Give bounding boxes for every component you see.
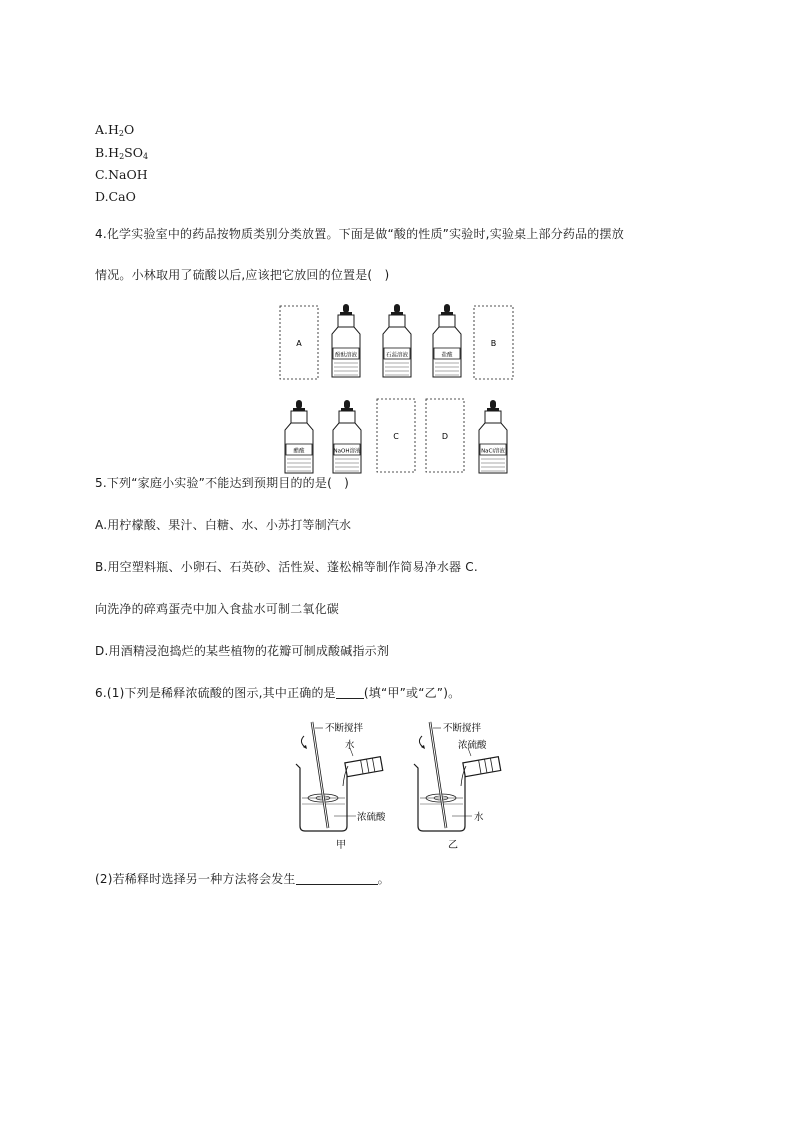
option-d: D.CaO — [95, 189, 136, 204]
option-a-prefix: A.H — [95, 122, 119, 137]
q6-part1-blank — [336, 686, 364, 699]
option-a — [95, 122, 134, 138]
q5-option-b: B.用空塑料瓶、小卵石、石英砂、活性炭、蓬松棉等制作简易净水器 C. — [95, 560, 478, 574]
q5-option-a: A.用柠檬酸、果汁、白糖、水、小苏打等制汽水 — [95, 518, 352, 532]
q6-part2-text-after: 。 — [377, 872, 390, 886]
figure-caption: 甲 — [336, 840, 346, 851]
top-label: 浓硫酸 — [458, 740, 487, 751]
bottle-label: 酚酞溶液 — [334, 352, 358, 359]
bottle-label: 醋酸 — [293, 448, 305, 455]
option-a-suffix: O — [124, 122, 135, 137]
q5-stem: 5.下列“家庭小实验”不能达到预期目的的是( ) — [95, 476, 350, 490]
position-label-d: D — [441, 432, 449, 441]
bottle-hydrochloric-acid — [433, 304, 461, 377]
bottle-label: 盐酸 — [441, 352, 453, 359]
bottle-acetic-acid — [285, 400, 313, 473]
q5-option-c: 向洗净的碎鸡蛋壳中加入食盐水可制二氧化碳 — [95, 602, 340, 616]
q6-part2-text: (2)若稀释时选择另一种方法将会发生 — [95, 872, 296, 886]
bottle-label: 石蕊溶液 — [385, 352, 409, 359]
figure-caption: 乙 — [448, 840, 458, 851]
option-b — [95, 145, 148, 161]
bottle-nacl — [479, 400, 507, 473]
option-b-sub1: 2 — [119, 152, 125, 161]
bottom-label: 浓硫酸 — [357, 812, 386, 823]
bottle-label: NaCl溶液 — [481, 448, 505, 455]
q6-figure — [290, 716, 520, 852]
figure-yi — [414, 722, 501, 851]
option-b-mid: SO — [124, 145, 143, 160]
position-label-a: A — [296, 339, 302, 348]
q5-option-d: D.用酒精浸泡捣烂的某些植物的花瓣可制成酸碱指示剂 — [95, 644, 390, 658]
bottom-label: 水 — [474, 812, 484, 823]
stir-label: 不断搅拌 — [325, 723, 364, 734]
q6-part1 — [95, 685, 460, 701]
q4-stem-line1: 4.化学实验室中的药品按物质类别分类放置。下面是做“酸的性质”实验时,实验桌上部分药品的摆放 — [95, 227, 624, 241]
position-label-b: B — [490, 339, 497, 348]
bottle-label: NaOH溶液 — [333, 448, 361, 455]
option-b-sub2: 4 — [142, 152, 149, 161]
stir-label: 不断搅拌 — [443, 723, 482, 734]
option-b-prefix: B.H — [95, 145, 120, 160]
bottle-naoh — [333, 400, 361, 473]
bottle-litmus — [383, 304, 411, 377]
bottle-phenolphthalein — [332, 304, 360, 377]
q4-figure — [270, 300, 530, 478]
q6-part1-text-after: (填“甲”或“乙”)。 — [363, 686, 461, 700]
option-c: C.NaOH — [95, 167, 148, 182]
top-label: 水 — [345, 740, 355, 751]
option-a-sub: 2 — [118, 129, 124, 138]
q4-stem-line2: 情况。小林取用了硫酸以后,应该把它放回的位置是( ) — [95, 268, 390, 282]
position-label-c: C — [393, 432, 399, 441]
figure-jia — [296, 722, 386, 851]
q6-part1-text: 6.(1)下列是稀释浓硫酸的图示,其中正确的是 — [95, 686, 336, 700]
q6-part2-blank — [296, 872, 378, 885]
q6-part2 — [95, 871, 390, 887]
